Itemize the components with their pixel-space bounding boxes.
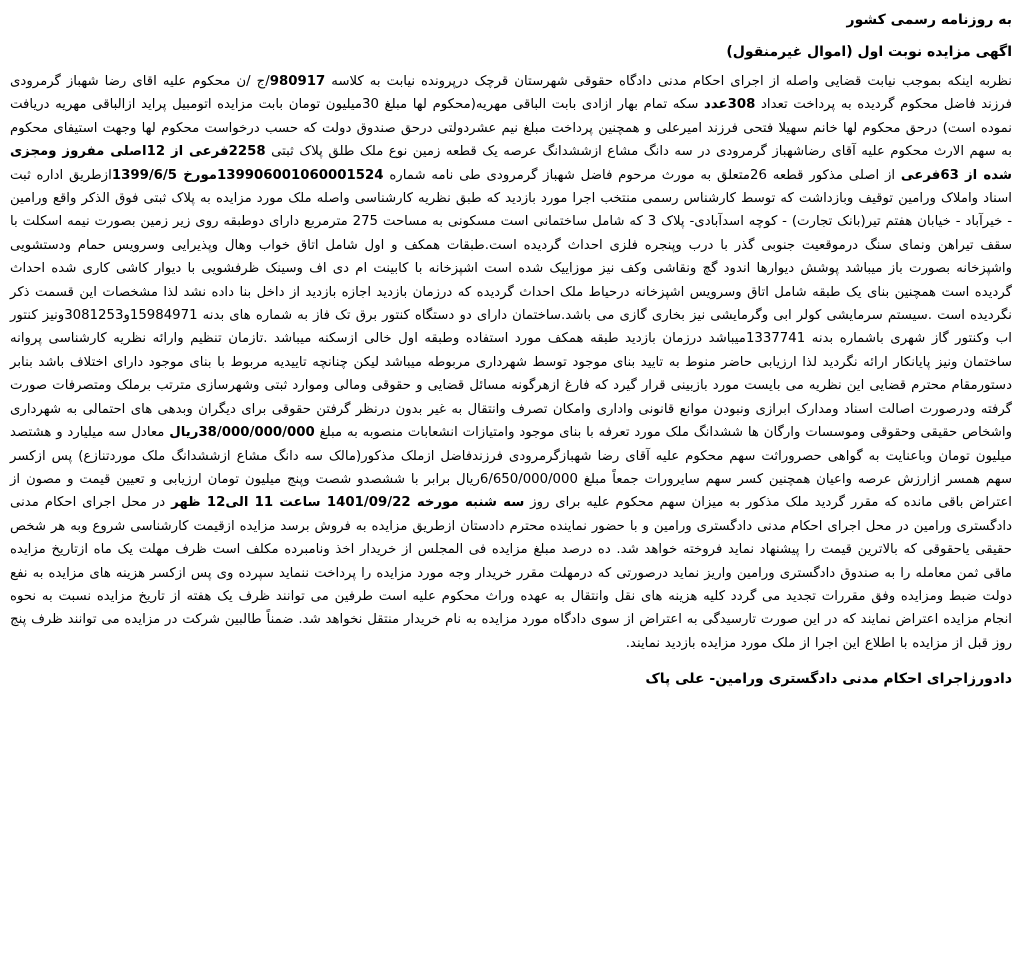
body-text-segment: در محل اجرای احکام مدنی دادگستری ورامین در محل اجرای احکام مدنی دادگستری ورامین و با حضور نماینده محترم دادستان ازطریق مزایده به فروش برسد مزایده ازقیمت کارشناسی شروع وبه هر شخص حقیقی یاحقوقی که بالاترین قیمت را پیشنهاد نماید فروخته خواهد شد. ده درصد مبلغ مزایده فی المجلس از خریدار اخذ ونامبرده مکلف است ظرف مهلت یک ماه ازتاریخ مزایده ماقی ثمن معامله را به صندوق دادگستری ورامین واریز نماید درصورتی که درمهلت مقرر خریدار وجه مورد مزایده را پرداخت ننماید سپرده وی پس ازکسر هزینه های مزایده به نفع دولت ضبط ومزایده وفق مقررات تجدید می گردد کلیه هزینه های نقل وانتقال به عهده وراث محکوم علیه است طرفین می توانند ظرف یک هفته از تاریخ مزایده نسبت به نحوه انجام مزایده اعتراض نمایند که در این صورت تارسیدگی به اعتراض از سوی دادگاه مورد مزایده به نام خریدار منتقل نخواهد شد. ضمناً طالبین شرکت در مزایده می توانند ظرف پنج روز قبل از مزایده با اطلاع این اجرا از ملک مورد مزایده بازدید نمایند. xyxy=(10,495,1012,651)
body-text-segment: سکه تمام بهار ازادی بابت الباقی مهریه(محکوم لها مبلغ 30میلیون تومان بابت مزایده اتومبیل پراید ازالباقی مهریه دریافت نموده است) درحق محکوم لها خانم سهیلا فتحی فرزند امیرعلی و همچنین پرداخت مبلغ نیم عشردولتی درحق صندوق دولت که حسب درخواست محکوم لها وجهت استیفای محکوم به سهم الارث محکوم علیه آقای رضاشهباز گرمرودی در سه دانگ مشاع ازششدانگ عرصه یک قطعه زمین نوع ملک طلق پلاک ثبتی xyxy=(10,97,1012,160)
letter-number-date: 139906001060001524مورخ 1399/6/5 xyxy=(111,167,384,183)
body-text-segment: /ج /ن محکوم علیه اقای رضا شهباز گرمرودی فرزند فاضل محکوم گردیده به پرداخت تعداد xyxy=(10,74,1012,113)
case-number: 980917 xyxy=(269,74,326,89)
body-text-segment: معادل سه میلیارد و هشتصد میلیون تومان وباعنایت به گواهی حصروراثت سهم محکوم علیه آقای رضا شهبازگرمرودی فرزندفاضل ازملک مذکور(مالک سه دانگ مشاع ازششدانگ ملک موردتنازع) پس ازکسر سهم همسر ازارزش عرصه واعیان همچنین کسر سهم سایرورات جمعاً مبلغ 6/650/000/000ریال برابر با ششصدو شصت وپنج میلیون تومان ارزیابی و تعیین قیمت و مصون از اعتراض باقی مانده که مقرر گردید ملک مذکور به میزان سهم محکوم علیه برای روز xyxy=(10,425,1012,511)
publication-heading: به روزنامه رسمی کشور xyxy=(846,12,1012,28)
body-text-segment: ازطریق اداره ثبت اسناد واملاک ورامین توقیف وبازداشت که توسط کارشناس رسمی منتخب اجرا مورد بازدید که طبق نظریه کارشناسی واصله ملک مورد مزایده به پلاک ثبتی فوق الذکر واقع ورامین - خیرآباد - خیابان هفتم تیر(بانک تجارت) - کوچه اسدآبادی- پلاک 3 که شامل ساختمانی است مسکونی به مساحت 275 مترمربع دارای دوطبقه روی زیر زمین بصورت نیمه اسکلت با سقف تیراهن ونمای سنگ درموقعیت جنوبی گذر با درب وپنجره فلزی احداث گردیده است.طبقات همکف و اول شامل اتاق خواب وهال وپذیرایی وسرویس حمام ودستشویی واشپزخانه بصورت باز میباشد پوشش دیوارها اندود گچ ونقاشی وکف نیز موزاییک شده است اشپزخانه با کابینت ام دی اف وسینک ظرفشویی با دیوار کاشی کاری شده احداث گردیده است همچنین بنای یک طبقه شامل اتاق وسرویس اشپزخانه درحیاط ملک احداث گردیده که درزمان بازدید اجازه بازدید از داخل بنا داده نشد لذا مشخصات این قسمت ذکر نگردیده است .سیستم سرمایشی کولر ابی وگرمایشی نیز بخاری گازی می باشد.ساختمان دارای دو دستگاه کنتور برق تک فاز به شماره های بدنه 15984971و3081253ونیز کنتور اب وکنتور گاز شهری باشماره بدنه 1337741میباشد درزمان بازدید طبقه همکف مورد استفاده وطبقه اول خالی ازسکنه میباشد .تازمان تنظیم وارائه نظریه کارشناسی پروانه ساختمان ونیز پایانکار ارائه نگردید لذا ارزیابی حاضر منوط به تایید بنای موجود توسط شهرداری مربوطه میباشد لیکن چنانچه تاییدیه مربوط با بنای موجود دارای اختلاف باشد بنابر دستورمقام محترم قضایی این نظریه می بایست مورد بازبینی قرار گیرد که فارغ ازهرگونه مسائل قضایی و حقوقی ومالی وموارد ثبتی وشهرسازی مترتب برملک ومتصرفات صورت گرفته ودرصورت اصالت اسناد ومدارک ابرازی ونبودن موانع قانونی واداری وامکان تصرف وانتقال به غیر بدون درنظر گرفتن حقوقی برای دیگران وبدهی های احتمالی به شهرداری واشخاص حقیقی وحقوقی وموسسات وارگان ها ششدانگ ملک مورد تعرفه با بنای موجود وامتیازات انشعابات منصوبه به مبلغ xyxy=(10,167,1013,441)
signature-line: دادورزاجرای احکام مدنی دادگستری ورامین- علی پاک xyxy=(645,671,1012,688)
notice-body xyxy=(10,70,1012,655)
appraisal-amount: 38/000/000/000ریال xyxy=(169,425,315,441)
auction-datetime: سه شنبه مورخه 1401/09/22 ساعت 11 الی12 ظهر xyxy=(171,495,525,511)
coin-count: 308عدد xyxy=(704,97,756,113)
body-text-segment: نظربه اینکه بموجب نیابت قضایی واصله از اجرای احکام مدنی دادگاه حقوقی شهرستان قرچک درپرونده نیابت به کلاسه xyxy=(325,74,1012,89)
notice-title: اگهی مزایده نوبت اول (اموال غیرمنقول) xyxy=(726,44,1012,60)
body-text-segment: از اصلی مذکور قطعه 26متعلق به مورث مرحوم فاضل شهباز گرمرودی طی نامه شماره xyxy=(383,167,901,183)
registration-plate: 2258فرعی از 12اصلی مفروز ومجزی شده از 63فرعی xyxy=(10,144,1013,183)
